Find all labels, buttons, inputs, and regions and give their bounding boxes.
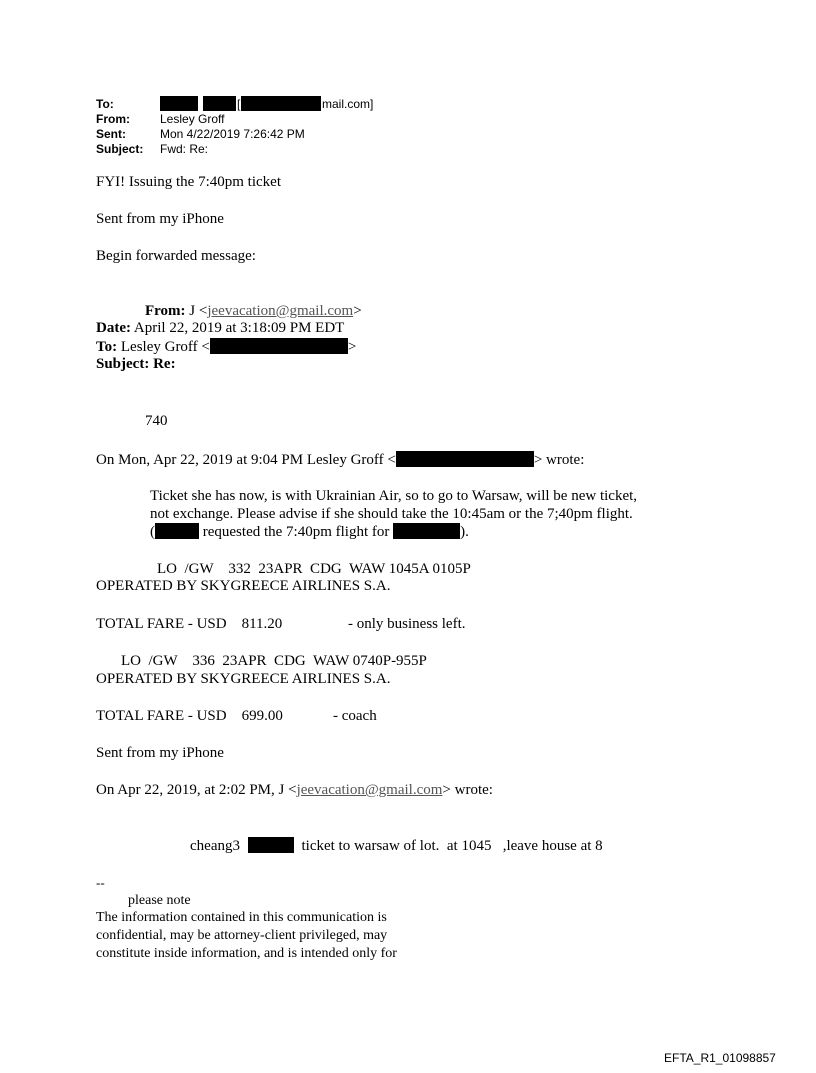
- redaction-block: [155, 523, 199, 539]
- flight-1-note: - only business left.: [348, 616, 466, 632]
- redaction-block: [241, 96, 321, 111]
- quoted-close: ).: [460, 524, 469, 540]
- to-bracket: [: [237, 97, 241, 111]
- quoted-line-1: Ticket she has now, is with Ukrainian Air, so to go to Warsaw, will be new ticket,: [150, 488, 638, 504]
- from-label: From:: [96, 112, 130, 126]
- flight-1-code: LO /GW 332 23APR CDG WAW 1045A 0105P: [157, 561, 471, 577]
- reply-text: 740: [145, 413, 168, 429]
- fwd-from-email-link[interactable]: jeevacation@gmail.com: [207, 303, 354, 319]
- flight-1-operated: OPERATED BY SKYGREECE AIRLINES S.A.: [96, 578, 391, 594]
- fwd-date-line: [96, 320, 344, 337]
- please-note: please note: [128, 893, 191, 908]
- fwd-date-value: April 22, 2019 at 3:18:09 PM EDT: [133, 320, 345, 336]
- fwd-from-close: >: [353, 303, 362, 319]
- disclaimer-line-3: constitute inside information, and is intended only for: [96, 946, 397, 961]
- fwd-to-label: To:: [96, 339, 118, 355]
- fwd-from-label: From:: [145, 303, 186, 319]
- fwd-from-name: J <: [189, 303, 208, 319]
- flight-2-fare: TOTAL FARE - USD 699.00: [96, 708, 283, 724]
- second-msg-b: ticket to warsaw of lot. at 1045 ,leave house at 8: [301, 838, 603, 854]
- redaction-block: [210, 338, 348, 354]
- to-label: To:: [96, 97, 114, 111]
- fwd-subject-value: Re:: [153, 356, 176, 372]
- signature-dashes: --: [96, 875, 105, 890]
- fwd-subject-label: Subject:: [96, 356, 150, 372]
- second-on-wrote-line: [96, 782, 493, 799]
- quoted-line-3: [150, 523, 469, 541]
- quoted-line-2: not exchange. Please advise if she should take the 10:45am or the 7;40pm flight.: [150, 506, 633, 522]
- fwd-to-line: [96, 338, 356, 356]
- redaction-block: [248, 837, 294, 853]
- subject-label: Subject:: [96, 142, 144, 156]
- redaction-block: [203, 96, 236, 111]
- fwd-to-close: >: [347, 339, 357, 355]
- fwd-subject-line: [96, 356, 176, 373]
- second-on-prefix: On Apr 22, 2019, at 2:02 PM, J <: [96, 782, 297, 798]
- subject-value: Fwd: Re:: [160, 142, 209, 156]
- flight-2-operated: OPERATED BY SKYGREECE AIRLINES S.A.: [96, 671, 391, 687]
- flight-1-fare: TOTAL FARE - USD 811.20: [96, 616, 283, 632]
- flight-2-note: - coach: [333, 708, 377, 724]
- second-on-suffix: > wrote:: [442, 782, 493, 798]
- quoted-open-paren: (: [150, 524, 155, 540]
- disclaimer-line-2: confidential, may be attorney-client privileged, may: [96, 928, 388, 943]
- quoted-mid: requested the 7:40pm flight for: [199, 524, 394, 540]
- fwd-to-value: Lesley Groff <: [120, 339, 210, 355]
- on-wrote-prefix: On Mon, Apr 22, 2019 at 9:04 PM Lesley Groff <: [96, 452, 396, 468]
- sent-value: Mon 4/22/2019 7:26:42 PM: [160, 127, 305, 141]
- body-line-1: FYI! Issuing the 7:40pm ticket: [96, 174, 281, 190]
- document-id: EFTA_R1_01098857: [664, 1051, 776, 1065]
- second-email-link[interactable]: jeevacation@gmail.com: [296, 782, 443, 798]
- second-msg-line: [190, 837, 603, 855]
- begin-forwarded: Begin forwarded message:: [96, 248, 256, 264]
- from-value: Lesley Groff: [160, 112, 225, 126]
- redaction-block: [393, 523, 460, 539]
- fwd-date-label: Date:: [96, 320, 131, 336]
- redaction-block: [396, 451, 534, 467]
- disclaimer-line-1: The information contained in this communication is: [96, 910, 387, 925]
- on-wrote-line: [96, 451, 584, 469]
- on-wrote-suffix: > wrote:: [533, 452, 585, 468]
- redaction-block: [160, 96, 198, 111]
- fwd-from-line: [145, 303, 362, 320]
- flight-2-code: LO /GW 336 23APR CDG WAW 0740P-955P: [121, 653, 427, 669]
- sent-from-iphone: Sent from my iPhone: [96, 211, 224, 227]
- sent-from-iphone-2: Sent from my iPhone: [96, 745, 224, 761]
- sent-label: Sent:: [96, 127, 126, 141]
- second-msg-a: cheang3: [190, 838, 240, 854]
- to-value-suffix: mail.com]: [322, 97, 374, 111]
